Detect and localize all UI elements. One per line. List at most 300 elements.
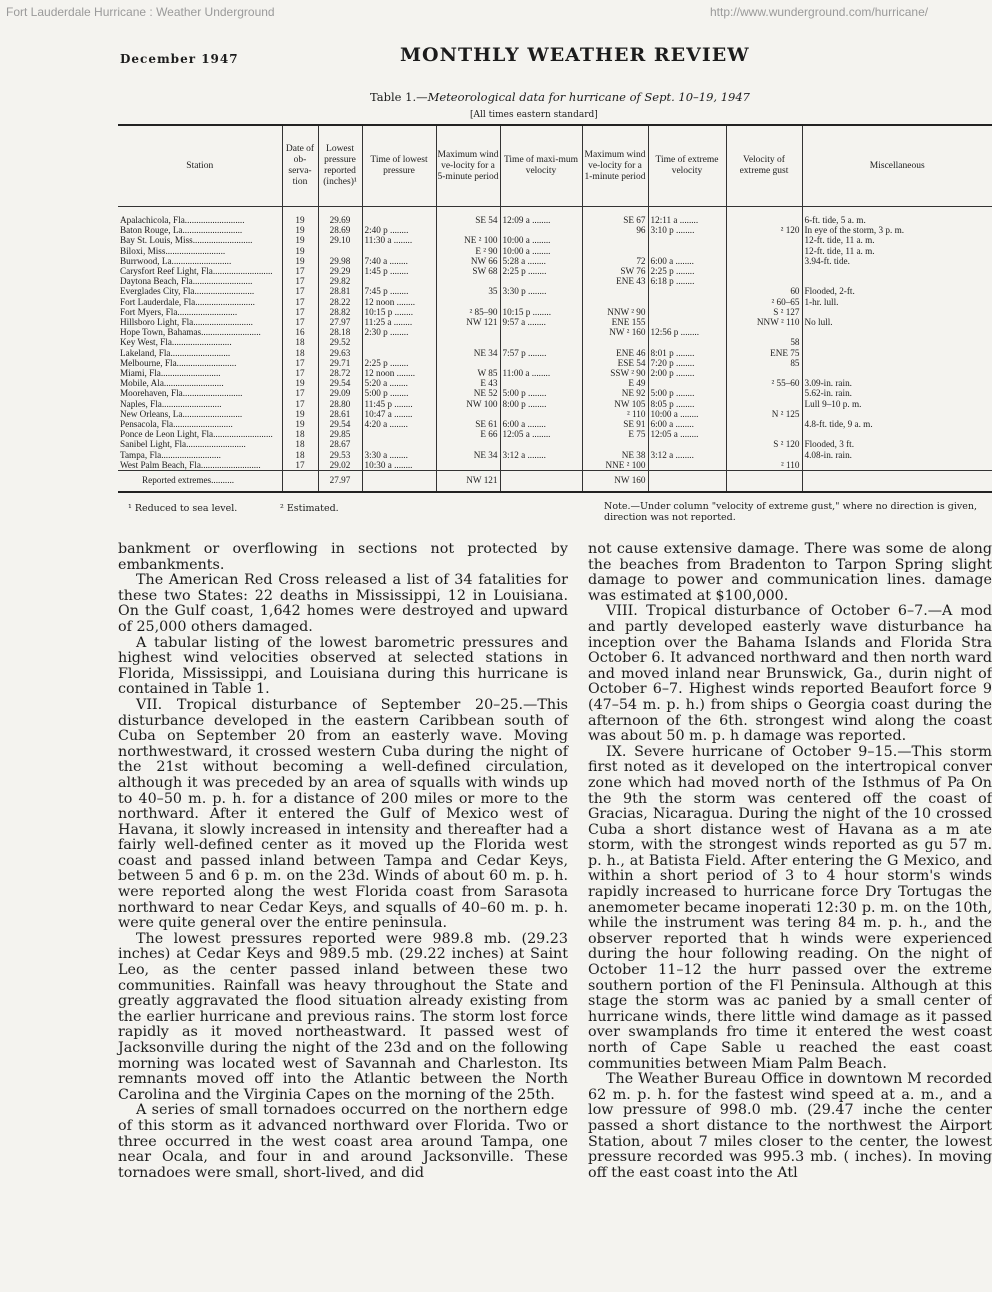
column-header: Maximum wind ve-locity for a 1-minute period	[582, 125, 648, 207]
paragraph: The Weather Bureau Office in downtown M recorded 62 m. p. h. for the fastest wind speed at a. m., and a low pressure of 998.0 mb. (29.47 inche the center passed a short distance to the northwest the Airport Station, about 7 miles closer to the center, the lowest pressure recorded was 995.3 mb. ( inches). In moving off the east coast into the Atl	[588, 1071, 992, 1181]
table-cell-w5	[436, 297, 500, 307]
table-cell-w5-time: 9:57 a ........	[500, 317, 582, 327]
table-cell-gust: N ² 125	[726, 409, 802, 419]
table-cell-station: Key West, Fla..........................	[120, 337, 232, 348]
column-header: Station	[118, 125, 282, 207]
table-cell-w1: 72	[582, 256, 648, 266]
table-row	[118, 317, 992, 327]
table-cell-w1-time: 5:00 p ........	[648, 388, 726, 398]
table-cell-date: 19	[282, 235, 318, 245]
table-cell-w1-time	[648, 460, 726, 471]
table-cell-w1	[582, 246, 648, 256]
table-cell-p-time: 4:20 a ........	[362, 419, 436, 429]
table-cell-w1: ² 110	[582, 409, 648, 419]
table-row	[118, 207, 992, 226]
meteorological-table	[118, 124, 992, 493]
table-cell-pressure: 28.69	[318, 225, 362, 235]
table-cell-pressure: 28.22	[318, 297, 362, 307]
table-cell-station: Hope Town, Bahamas..........................	[120, 327, 261, 338]
table-row	[118, 439, 992, 449]
paragraph: VII. Tropical disturbance of September 20–25.—This disturbance developed in the eastern Caribbean south of Cuba on September 20 from an easterly wave. Moving northwestward, it crossed western Cuba during the night of the 21st without becoming a well-defined circulation, although it was preceded by an area of squalls with winds up to 40–50 m. p. h. for a distance of 200 miles or more to the northward. After it entered the Gulf of Mexico west of Havana, it slowly increased in intensity and thereafter had a fairly well-defined center as it moved up the Florida west coast and passed inland between Tampa and Cedar Keys, between 5 and 6 p. m. on the 23d. Winds of about 60 m. p. h. were reported along the west Florida coast from Sarasota northward to near Cedar Keys, and squalls of 40–60 m. p. h. were quite general over the entire peninsula.	[118, 696, 568, 932]
right-text-column	[588, 542, 992, 1292]
column-header: Velocity of extreme gust	[726, 125, 802, 207]
table-row	[118, 409, 992, 419]
table-cell-w1	[582, 297, 648, 307]
table-cell-date: 19	[282, 246, 318, 256]
table-cell-p-time: 3:30 a ........	[362, 450, 436, 460]
table-cell-date: 17	[282, 399, 318, 409]
column-header: Lowest pressure reported (inches)¹	[318, 125, 362, 207]
table-cell-p-time: 10:47 a ........	[362, 409, 436, 419]
extremes-cell-p-time	[362, 471, 436, 493]
table-caption	[370, 90, 750, 104]
table-cell-w5: ² 85–90	[436, 307, 500, 317]
table-cell-w1: NW 105	[582, 399, 648, 409]
paragraph: The American Red Cross released a list of 34 fatalities for these two States: 22 deaths in Mississippi, 12 in Louisiana. On the Gulf coast, 1,642 homes were destroyed and upward of 25,000 others damaged.	[118, 572, 568, 635]
table-cell-date: 17	[282, 388, 318, 398]
table-cell-pressure: 27.97	[318, 317, 362, 327]
table-cell-w5-time	[500, 225, 582, 235]
table-cell-station: Baton Rouge, La..........................	[120, 225, 243, 236]
table-cell-w5	[436, 327, 500, 337]
extremes-cell-w5-time	[500, 471, 582, 493]
table-cell-w5: SW 68	[436, 266, 500, 276]
table-cell-w1: SSW ² 90	[582, 368, 648, 378]
paragraph: The lowest pressures reported were 989.8 mb. (29.23 inches) at Cedar Keys and 989.5 mb. (29.22 inches) at Saint Leo, as the center passed inland between these two communities. Rainfall was heavy throughout the State and greatly aggravated the flood situation already existing from the earlier hurricane and previous rains. The storm lost force rapidly as it moved northeastward. It passed west of Jacksonville during the night of the 23d and on the following morning was located west of Savannah and Charleston. Its remnants moved off into the Atlantic between the North Carolina and the Virginia Capes on the morning of the 25th.	[118, 930, 568, 1103]
table-cell-date: 18	[282, 450, 318, 460]
table-cell-misc: Flooded, 3 ft.	[802, 439, 992, 449]
table-cell-date: 19	[282, 256, 318, 266]
table-cell-w5-time: 11:00 a ........	[500, 368, 582, 378]
table-cell-p-time: 1:45 p ........	[362, 266, 436, 276]
table-cell-w1-time: 7:20 p ........	[648, 358, 726, 368]
table-cell-w1-time	[648, 286, 726, 296]
table-row	[118, 297, 992, 307]
table-row	[118, 256, 992, 266]
table-cell-w5: W 85	[436, 368, 500, 378]
table-cell-w5: NE ² 100	[436, 235, 500, 245]
table-cell-misc: Lull 9–10 p. m.	[802, 399, 992, 409]
table-cell-station: Burrwood, La..........................	[120, 255, 232, 266]
paragraph: IX. Severe hurricane of October 9–15.—This storm first noted as it developed on the intertropical conver zone which had moved north of the Isthmus of Pa On the 9th the storm was centered off the coast of Gracias, Nicaragua. During the night of the 10 crossed Cuba a short distance west of Havana as a m ate storm, with the strongest winds reported as gu 57 m. p. h., at Batista Field. After entering the G Mexico, and within a short period of 3 to 4 hour storm's winds rapidly increased to hurricane force Dry Tortugas the anemometer became inoperati 12:30 p. m. on the 10th, while the instrument was tering 84 m. p. h., and the observer reported that h winds were experienced during the hour following reading. On the night of October 11–12 the hurr passed over the extreme southern portion of the Fl Peninsula. Although at this stage the storm was ac panied by a small center of hurricane winds, there little wind damage as it passed over swamplands fro time it entered the west coast north of Cape Sable u reached the east coast communities between Miam Palm Beach.	[588, 743, 992, 1072]
table-cell-w1	[582, 286, 648, 296]
table-cell-w1: SE 91	[582, 419, 648, 429]
table-cell-pressure: 28.61	[318, 409, 362, 419]
table-cell-pressure: 29.63	[318, 348, 362, 358]
table-cell-p-time: 2:40 p ........	[362, 225, 436, 235]
column-header: Time of maxi-mum velocity	[500, 125, 582, 207]
table-cell-station: Pensacola, Fla..........................	[120, 419, 233, 430]
table-cell-misc: 4.8-ft. tide, 9 a. m.	[802, 419, 992, 429]
table-cell-misc	[802, 429, 992, 439]
table-cell-w5	[436, 409, 500, 419]
table-row	[118, 286, 992, 296]
table-cell-pressure	[318, 246, 362, 256]
table-cell-station: West Palm Beach, Fla..........................	[120, 459, 261, 470]
table-cell-w1-time: 12:11 a ........	[648, 207, 726, 226]
extremes-cell-station: Reported extremes..........	[118, 471, 282, 493]
table-cell-w1-time: 6:18 p ........	[648, 276, 726, 286]
table-cell-gust: NNW ² 110	[726, 317, 802, 327]
table-cell-station: Mobile, Ala..........................	[120, 378, 224, 389]
table-cell-gust	[726, 235, 802, 245]
table-cell-w5-time: 12:09 a ........	[500, 207, 582, 226]
table-cell-w5-time: 10:00 a ........	[500, 235, 582, 245]
journal-title: MONTHLY WEATHER REVIEW	[400, 44, 750, 66]
table-cell-misc	[802, 368, 992, 378]
extremes-cell-w1-time	[648, 471, 726, 493]
table-cell-w5: NE 52	[436, 388, 500, 398]
table-cell-p-time	[362, 207, 436, 226]
table-cell-w5-time	[500, 327, 582, 337]
table-cell-w1-time	[648, 235, 726, 245]
extremes-cell-w1: NW 160	[582, 471, 648, 493]
table-cell-misc	[802, 327, 992, 337]
table-cell-misc: 12-ft. tide, 11 a. m.	[802, 235, 992, 245]
table-cell-date: 18	[282, 337, 318, 347]
table-cell-date: 19	[282, 419, 318, 429]
table-cell-w5-time: 7:57 p ........	[500, 348, 582, 358]
footnote-estimated: ² Estimated.	[280, 503, 339, 514]
table-cell-p-time: 12 noon ........	[362, 297, 436, 307]
table-cell-w1: NNE ² 100	[582, 460, 648, 471]
table-cell-gust	[726, 399, 802, 409]
table-cell-date: 18	[282, 429, 318, 439]
table-cell-gust	[726, 419, 802, 429]
table-cell-p-time: 12 noon ........	[362, 368, 436, 378]
table-cell-p-time: 10:15 p ........	[362, 307, 436, 317]
table-cell-w1: E 75	[582, 429, 648, 439]
table-cell-pressure: 28.72	[318, 368, 362, 378]
table-cell-w5	[436, 225, 500, 235]
table-cell-misc: In eye of the storm, 3 p. m.	[802, 225, 992, 235]
table-cell-misc	[802, 409, 992, 419]
table-cell-misc: No lull.	[802, 317, 992, 327]
table-row	[118, 307, 992, 317]
table-cell-pressure: 29.29	[318, 266, 362, 276]
table-row	[118, 388, 992, 398]
table-cell-w1-time	[648, 378, 726, 388]
table-cell-w5-time	[500, 409, 582, 419]
table-cell-gust: ENE 75	[726, 348, 802, 358]
table-cell-gust	[726, 450, 802, 460]
table-cell-date: 18	[282, 439, 318, 449]
browser-header	[0, 0, 992, 26]
table-cell-p-time: 11:45 p ........	[362, 399, 436, 409]
table-cell-gust: 85	[726, 358, 802, 368]
table-cell-w1-time: 10:00 a ........	[648, 409, 726, 419]
table-cell-w5: SE 61	[436, 419, 500, 429]
table-cell-p-time	[362, 337, 436, 347]
table-row	[118, 246, 992, 256]
table-cell-w1-time: 6:00 a ........	[648, 256, 726, 266]
column-header: Time of extreme velocity	[648, 125, 726, 207]
table-row	[118, 327, 992, 337]
table-cell-w5: NW 121	[436, 317, 500, 327]
table-cell-pressure: 29.98	[318, 256, 362, 266]
table-cell-pressure: 29.82	[318, 276, 362, 286]
table-cell-w5: NW 100	[436, 399, 500, 409]
table-cell-station: Tampa, Fla..........................	[120, 449, 221, 460]
table-cell-date: 19	[282, 225, 318, 235]
table-cell-date: 17	[282, 276, 318, 286]
table-cell-date: 19	[282, 378, 318, 388]
table-cell-w5: NE 34	[436, 348, 500, 358]
table-cell-w5-time	[500, 439, 582, 449]
table-cell-station: Everglades City, Fla..........................	[120, 286, 255, 297]
table-cell-date: 17	[282, 368, 318, 378]
table-row	[118, 266, 992, 276]
table-cell-w1: SE 67	[582, 207, 648, 226]
table-cell-misc	[802, 460, 992, 471]
table-cell-station: Apalachicola, Fla..........................	[120, 215, 245, 225]
table-cell-gust	[726, 266, 802, 276]
table-row	[118, 276, 992, 286]
table-cell-date: 19	[282, 409, 318, 419]
table-cell-station: Daytona Beach, Fla..........................	[120, 276, 253, 287]
table-cell-station: Biloxi, Miss..........................	[120, 245, 226, 256]
table-row	[118, 337, 992, 347]
table-cell-date: 19	[282, 207, 318, 226]
paragraph: VIII. Tropical disturbance of October 6–7.—A mod and partly developed easterly wave disturbance ha inception over the Bahama Islands and Florida Stra October 6. It advanced northward and then north ward and moved inland near Brunswick, Ga., durin night of October 6–7. Highest winds reported Beaufort force 9 (47–54 m. p. h.) from ships o Georgia coast during the afternoon of the 6th. strongest wind along the coast was about 50 m. p. h damage was reported.	[588, 603, 992, 745]
table-cell-station: Bay St. Louis, Miss..........................	[120, 235, 253, 246]
table-cell-pressure: 29.52	[318, 337, 362, 347]
table-cell-date: 18	[282, 348, 318, 358]
table-cell-w1-time	[648, 439, 726, 449]
table-cell-w1: ESE 54	[582, 358, 648, 368]
table-cell-station: Fort Myers, Fla..........................	[120, 306, 238, 317]
table-cell-pressure: 29.09	[318, 388, 362, 398]
table-cell-gust: ² 120	[726, 225, 802, 235]
table-header-row	[118, 125, 992, 207]
table-cell-gust	[726, 207, 802, 226]
table-cell-gust: S ² 120	[726, 439, 802, 449]
table-cell-p-time: 11:30 a ........	[362, 235, 436, 245]
table-cell-w5-time: 2:25 p ........	[500, 266, 582, 276]
table-cell-station: Ponce de Leon Light, Fla..........................	[120, 429, 273, 440]
table-cell-date: 17	[282, 307, 318, 317]
table-cell-w5: SE 54	[436, 207, 500, 226]
table-cell-w1-time	[648, 337, 726, 347]
table-cell-w5-time: 3:12 a ........	[500, 450, 582, 460]
table-cell-station: Sanibel Light, Fla..........................	[120, 439, 246, 450]
table-row	[118, 450, 992, 460]
table-cell-w1: 96	[582, 225, 648, 235]
table-cell-w1: ENE 46	[582, 348, 648, 358]
table-cell-misc	[802, 358, 992, 368]
table-cell-gust: 60	[726, 286, 802, 296]
table-cell-station: Carysfort Reef Light, Fla..........................	[120, 266, 273, 277]
table-cell-date: 17	[282, 358, 318, 368]
table-cell-w1: NE 38	[582, 450, 648, 460]
table-cell-p-time: 5:00 p ........	[362, 388, 436, 398]
table-cell-date: 17	[282, 460, 318, 471]
table-cell-w1: NNW ² 90	[582, 307, 648, 317]
table-cell-w1-time: 2:25 p ........	[648, 266, 726, 276]
table-cell-w1-time	[648, 297, 726, 307]
table-row	[118, 419, 992, 429]
reported-extremes-row	[118, 471, 992, 493]
extremes-cell-date	[282, 471, 318, 493]
table-cell-w1: SW 76	[582, 266, 648, 276]
table-cell-misc	[802, 348, 992, 358]
table-cell-w5-time	[500, 378, 582, 388]
table-cell-date: 16	[282, 327, 318, 337]
table-cell-p-time	[362, 246, 436, 256]
left-text-column	[118, 542, 568, 1181]
table-cell-misc	[802, 276, 992, 286]
table-cell-w5	[436, 439, 500, 449]
table-cell-w5: 35	[436, 286, 500, 296]
table-cell-w1	[582, 337, 648, 347]
table-cell-pressure: 29.10	[318, 235, 362, 245]
table-cell-misc: 1-hr. lull.	[802, 297, 992, 307]
table-body	[118, 207, 992, 493]
table-cell-w5: E 43	[436, 378, 500, 388]
table-cell-w5: NW 66	[436, 256, 500, 266]
extremes-cell-gust	[726, 471, 802, 493]
browser-title: Fort Lauderdale Hurricane : Weather Underground	[6, 5, 275, 19]
paragraph: bankment or overflowing in sections not protected by embankments.	[118, 541, 568, 573]
table-cell-w5-time: 10:15 p ........	[500, 307, 582, 317]
column-header: Date of ob-serva-tion	[282, 125, 318, 207]
extremes-cell-w5: NW 121	[436, 471, 500, 493]
paragraph: A tabular listing of the lowest barometric pressures and highest wind velocities observed at selected stations in Florida, Mississippi, and Louisiana during this hurricane is contained in Table 1.	[118, 634, 568, 698]
table-caption-prefix: Table 1.—	[370, 90, 428, 104]
table-cell-p-time	[362, 348, 436, 358]
table-cell-w5	[436, 337, 500, 347]
table-cell-w5-time: 8:00 p ........	[500, 399, 582, 409]
page-date: December 1947	[120, 52, 239, 66]
table-cell-station: Naples, Fla..........................	[120, 398, 222, 409]
table-cell-pressure: 29.54	[318, 378, 362, 388]
table-cell-station: Lakeland, Fla..........................	[120, 347, 231, 358]
table-cell-gust: ² 110	[726, 460, 802, 471]
table-cell-w5-time	[500, 460, 582, 471]
table-cell-gust	[726, 246, 802, 256]
table-cell-pressure: 29.54	[318, 419, 362, 429]
table-cell-w1	[582, 235, 648, 245]
paragraph: A series of small tornadoes occurred on the northern edge of this storm as it advanced northward over Florida. Two or three occurred in the west coast area around Tampa, one near Ocala, and four in and around Jacksonville. These tornadoes were small, short-lived, and did	[118, 1102, 568, 1181]
table-cell-station: Moorehaven, Fla..........................	[120, 388, 243, 399]
table-cell-w5-time: 10:00 a ........	[500, 246, 582, 256]
table-cell-date: 17	[282, 297, 318, 307]
table-cell-pressure: 29.71	[318, 358, 362, 368]
table-cell-pressure: 28.82	[318, 307, 362, 317]
footnote-gust-note: Note.—Under column "velocity of extreme gust," where no direction is given, direction was not reported.	[604, 501, 977, 523]
table-cell-w1-time: 3:12 a ........	[648, 450, 726, 460]
table-cell-p-time: 10:30 a ........	[362, 460, 436, 471]
table-cell-w1-time	[648, 307, 726, 317]
table-cell-misc: 3.09-in. rain.	[802, 378, 992, 388]
table-cell-w5-time: 6:00 a ........	[500, 419, 582, 429]
table-cell-p-time	[362, 276, 436, 286]
table-cell-w1: ENE 155	[582, 317, 648, 327]
table-cell-w1: E 49	[582, 378, 648, 388]
table-cell-date: 17	[282, 286, 318, 296]
table-cell-w5: E ² 90	[436, 246, 500, 256]
table-cell-p-time	[362, 439, 436, 449]
table-cell-p-time	[362, 429, 436, 439]
table-cell-pressure: 29.02	[318, 460, 362, 471]
table-cell-misc	[802, 266, 992, 276]
table-cell-w5	[436, 460, 500, 471]
table-row	[118, 460, 992, 471]
table-row	[118, 378, 992, 388]
column-header: Maximum wind ve-locity for a 5-minute period	[436, 125, 500, 207]
table-cell-w5	[436, 358, 500, 368]
table-cell-gust: S ² 127	[726, 307, 802, 317]
table-row	[118, 358, 992, 368]
table-cell-w1-time: 8:01 p ........	[648, 348, 726, 358]
table-cell-w5	[436, 276, 500, 286]
table-cell-pressure: 29.69	[318, 207, 362, 226]
table-subcaption: [All times eastern standard]	[470, 110, 598, 120]
table-cell-pressure: 29.85	[318, 429, 362, 439]
browser-url: http://www.wunderground.com/hurricane/	[710, 5, 929, 19]
extremes-cell-misc	[802, 471, 992, 493]
table-row	[118, 368, 992, 378]
table-cell-w1-time: 6:00 a ........	[648, 419, 726, 429]
table-cell-w1	[582, 439, 648, 449]
table-cell-pressure: 28.18	[318, 327, 362, 337]
table-cell-p-time: 5:20 a ........	[362, 378, 436, 388]
table-cell-w5: NE 34	[436, 450, 500, 460]
table-cell-station: New Orleans, La..........................	[120, 408, 243, 419]
table-cell-p-time: 7:40 a ........	[362, 256, 436, 266]
table-cell-station: Fort Lauderdale, Fla..........................	[120, 296, 255, 307]
footnote-sea-level: ¹ Reduced to sea level.	[128, 503, 238, 514]
table-cell-p-time: 11:25 a ........	[362, 317, 436, 327]
table-cell-w1: ENE 43	[582, 276, 648, 286]
table-cell-w5-time	[500, 337, 582, 347]
table-cell-w1-time: 8:05 p ........	[648, 399, 726, 409]
table-cell-w5: E 66	[436, 429, 500, 439]
table-cell-misc: Flooded, 2-ft.	[802, 286, 992, 296]
table-cell-w1: NW ² 160	[582, 327, 648, 337]
table-cell-gust	[726, 388, 802, 398]
table-cell-misc: 6-ft. tide, 5 a. m.	[802, 207, 992, 226]
table-cell-w1-time: 3:10 p ........	[648, 225, 726, 235]
table-cell-gust: 58	[726, 337, 802, 347]
table-row	[118, 235, 992, 245]
table-cell-station: Hillsboro Light, Fla..........................	[120, 317, 253, 328]
table-row	[118, 225, 992, 235]
column-header: Miscellaneous	[802, 125, 992, 207]
table-cell-gust	[726, 276, 802, 286]
table-cell-p-time: 7:45 p ........	[362, 286, 436, 296]
table-cell-pressure: 28.80	[318, 399, 362, 409]
table-cell-date: 17	[282, 266, 318, 276]
table-row	[118, 429, 992, 439]
paragraph: not cause extensive damage. There was some de along the beaches from Bradenton to Tarpon Spring slight damage to power and communication lines. damage was estimated at $100,000.	[588, 542, 992, 604]
table-row	[118, 348, 992, 358]
table-cell-w5-time: 3:30 p ........	[500, 286, 582, 296]
table-cell-w1-time	[648, 246, 726, 256]
table-caption-title: Meteorological data for hurricane of Sept. 10–19, 1947	[427, 90, 750, 104]
table-cell-misc: 3.94-ft. tide.	[802, 256, 992, 266]
table-cell-station: Melbourne, Fla..........................	[120, 357, 237, 368]
table-cell-p-time: 2:30 p ........	[362, 327, 436, 337]
table-cell-w1-time: 12:56 p ........	[648, 327, 726, 337]
table-cell-w1-time: 12:05 a ........	[648, 429, 726, 439]
table-cell-gust: ² 55–60	[726, 378, 802, 388]
table-cell-pressure: 29.53	[318, 450, 362, 460]
table-cell-misc	[802, 337, 992, 347]
table-cell-gust	[726, 327, 802, 337]
table-cell-w1-time: 2:00 p ........	[648, 368, 726, 378]
table-cell-misc: 5.62-in. rain.	[802, 388, 992, 398]
